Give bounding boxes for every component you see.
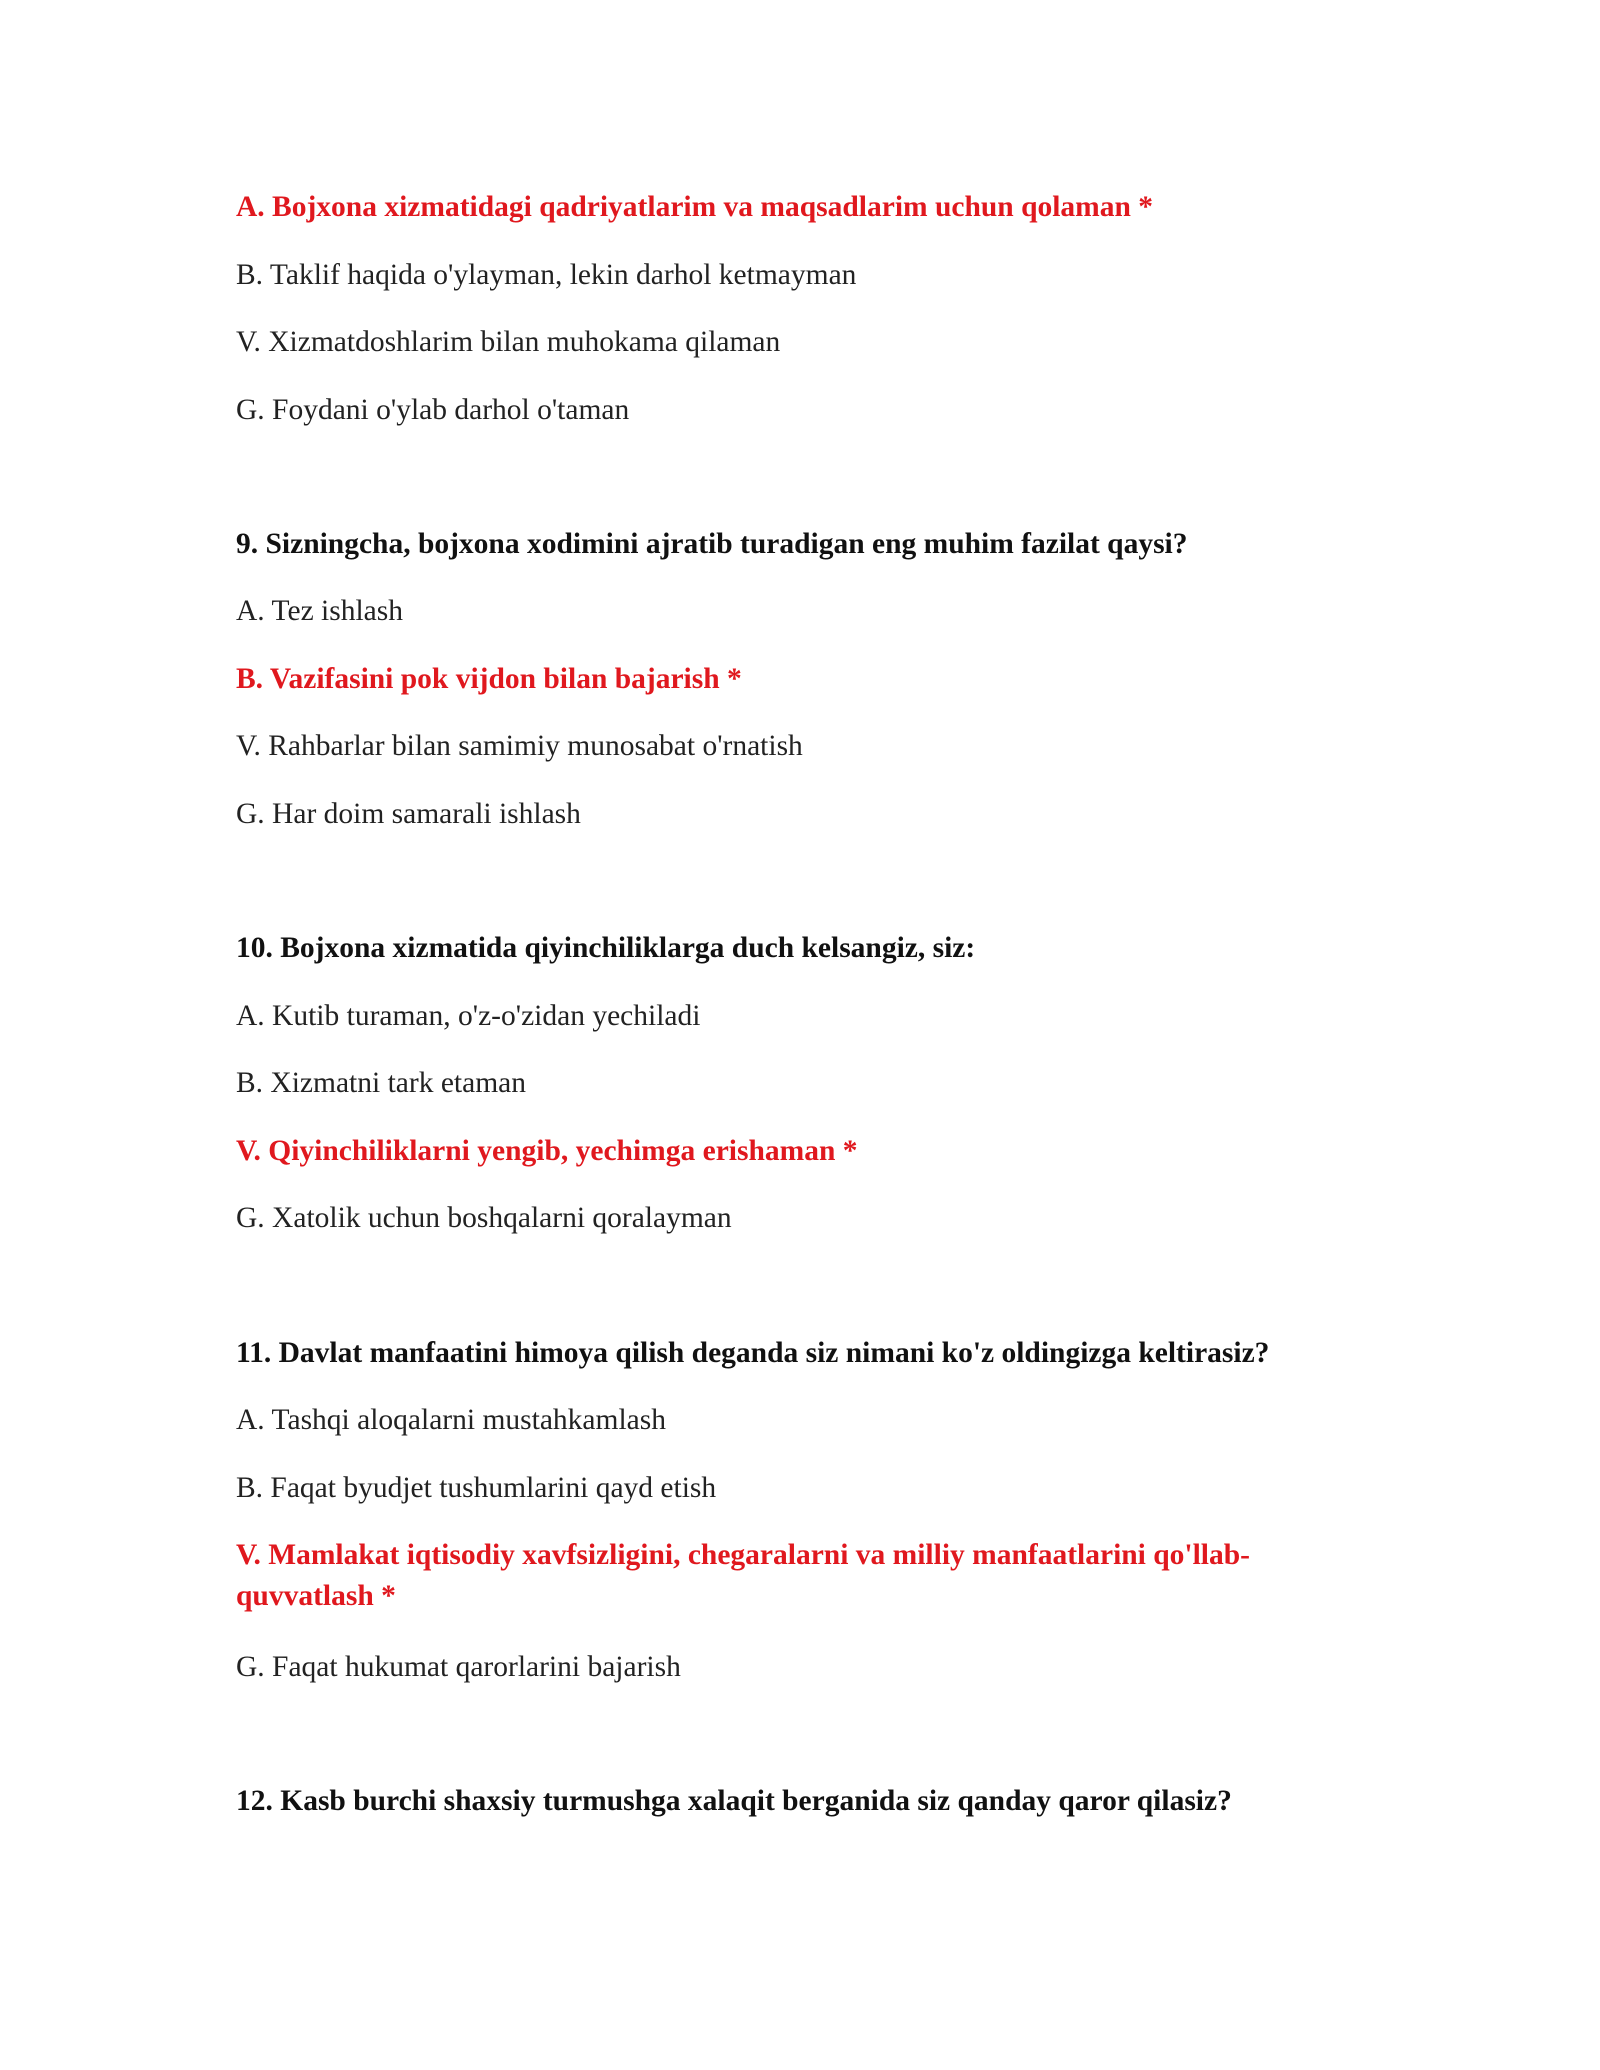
q8-option-v: V. Xizmatdoshlarim bilan muhokama qilaman bbox=[236, 326, 781, 358]
q9-option-g: G. Har doim samarali ishlash bbox=[236, 798, 581, 830]
question-11: 11. Davlat manfaatini himoya qilish deganda siz nimani ko'z oldingizga keltirasiz? bbox=[236, 1337, 1270, 1369]
q9-option-a: A. Tez ishlash bbox=[236, 595, 403, 627]
q10-option-a: A. Kutib turaman, o'z-o'zidan yechiladi bbox=[236, 1000, 701, 1032]
q11-option-g: G. Faqat hukumat qarorlarini bajarish bbox=[236, 1651, 681, 1683]
q11-option-v-correct: V. Mamlakat iqtisodiy xavfsizligini, chegaralarni va milliy manfaatlarini qo'llab-quvvatlash * bbox=[236, 1539, 1250, 1612]
q9-option-v: V. Rahbarlar bilan samimiy munosabat o'rnatish bbox=[236, 730, 803, 762]
q11-option-b: B. Faqat byudjet tushumlarini qayd etish bbox=[236, 1472, 717, 1504]
question-12: 12. Kasb burchi shaxsiy turmushga xalaqit berganida siz qanday qaror qilasiz? bbox=[236, 1785, 1232, 1817]
q10-option-v-correct: V. Qiyinchiliklarni yengib, yechimga erishaman * bbox=[236, 1135, 858, 1167]
q8-option-b: B. Taklif haqida o'ylayman, lekin darhol ketmayman bbox=[236, 259, 857, 291]
question-10: 10. Bojxona xizmatida qiyinchiliklarga duch kelsangiz, siz: bbox=[236, 932, 976, 964]
q11-option-a: A. Tashqi aloqalarni mustahkamlash bbox=[236, 1404, 666, 1436]
q9-option-b-correct: B. Vazifasini pok vijdon bilan bajarish * bbox=[236, 663, 742, 695]
question-9: 9. Sizningcha, bojxona xodimini ajratib turadigan eng muhim fazilat qaysi? bbox=[236, 528, 1188, 560]
q10-option-g: G. Xatolik uchun boshqalarni qoralayman bbox=[236, 1202, 732, 1234]
q10-option-b: B. Xizmatni tark etaman bbox=[236, 1067, 526, 1099]
q8-option-a-correct: A. Bojxona xizmatidagi qadriyatlarim va maqsadlarim uchun qolaman * bbox=[236, 191, 1154, 223]
q8-option-g: G. Foydani o'ylab darhol o'taman bbox=[236, 394, 630, 426]
